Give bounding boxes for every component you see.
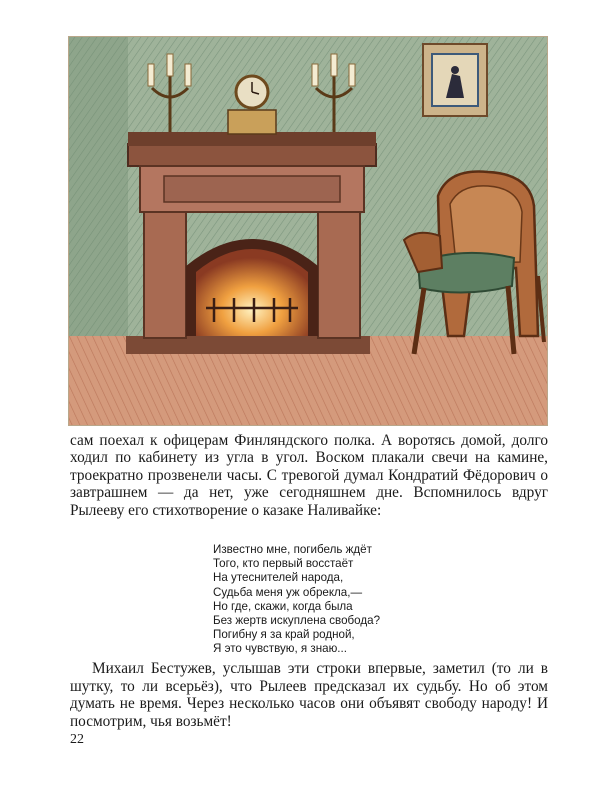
paragraph-2: Михаил Бестужев, услышав эти строки впервые, заметил (то ли в шутку, то ли всерьёз), что Рылеев предсказал их судьбу. Но об этом думать не время. Через несколько часов они объявят свободу народу! И посмотрим, чья возьмёт! <box>70 660 548 730</box>
poem-line: На утеснителей народа, <box>213 571 344 585</box>
poem-line: Погибну я за край родной, <box>213 628 355 642</box>
fireplace <box>126 132 376 354</box>
poem-line: Того, кто первый восстаёт <box>213 557 354 571</box>
poem-line: Но где, скажи, когда была <box>213 599 353 613</box>
poem-line: Известно мне, погибель ждёт <box>213 543 372 556</box>
poem-excerpt <box>213 543 380 657</box>
fireplace-illustration <box>68 36 548 426</box>
poem-line: Судьба меня уж обрекла,— <box>213 585 363 599</box>
poem-line: Без жертв искуплена свобода? <box>213 614 381 628</box>
wall-shadow <box>68 36 128 336</box>
paragraph-1: сам поехал к офицерам Финляндского полка. А воротясь домой, долго ходил по кабинету из угла в угол. Воском плакали свечи на камине, троекратно прозвенели часы. С тревогой думал Кондратий Фёдорович о завтрашнем — да нет, уже сегодняшнем дне. Вспомнилось вдруг Рылееву его стихотворение о казаке Наливайке: <box>70 432 548 519</box>
poem-line: Я это чувствую, я знаю... <box>213 642 347 656</box>
wall-portrait <box>423 44 487 116</box>
fireplace-drawing <box>68 36 548 426</box>
page-number: 22 <box>70 732 84 747</box>
